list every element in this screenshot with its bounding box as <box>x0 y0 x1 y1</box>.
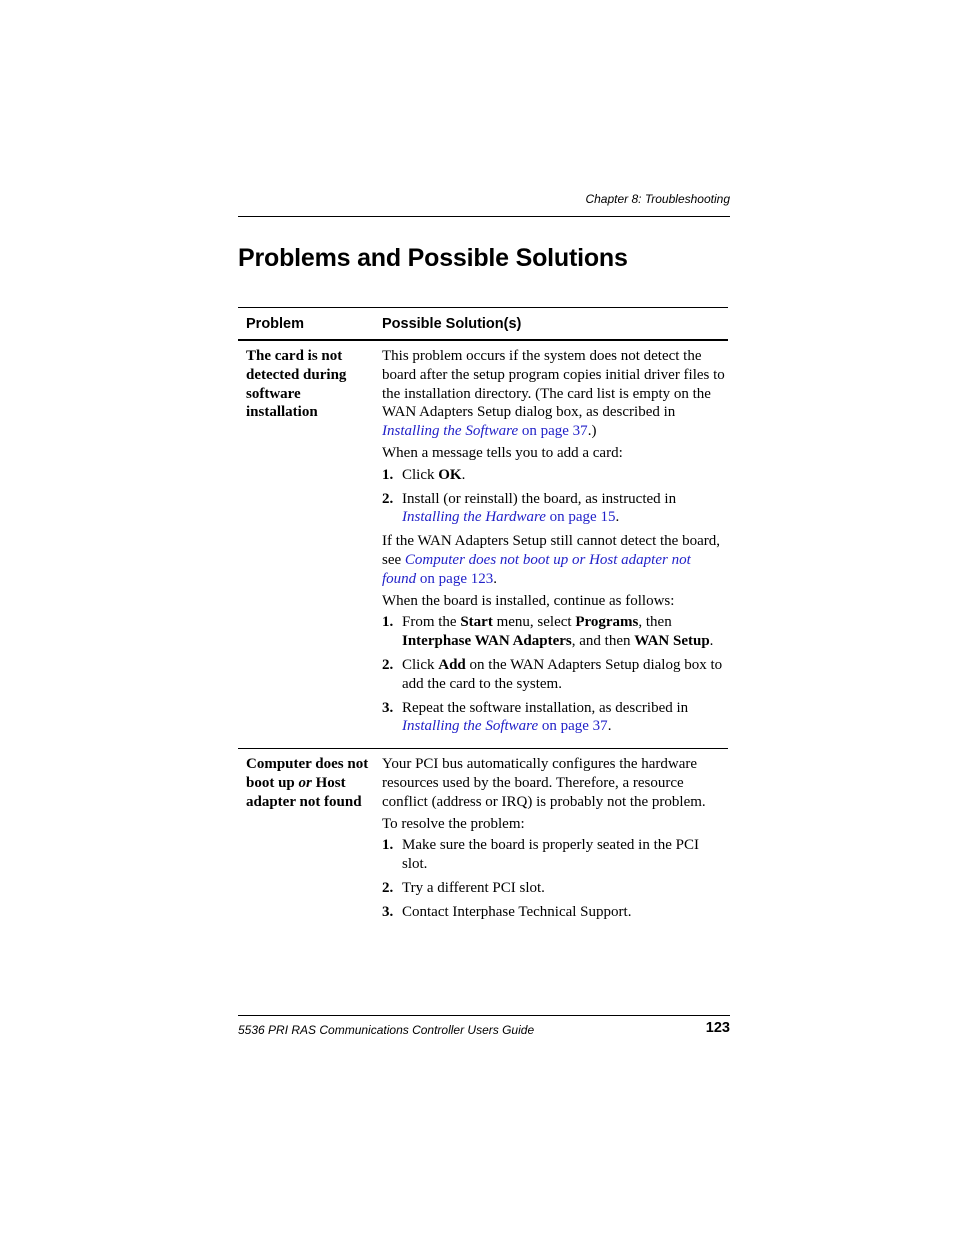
footer-doc-title: 5536 PRI RAS Communications Controller Users Guide <box>238 1023 535 1037</box>
list-item: 3. Contact Interphase Technical Support. <box>382 903 632 920</box>
list-item: 1. From the Start menu, select Programs, then Interphase WAN Adapters, and then WAN Setup. <box>382 614 714 650</box>
solution-cell <box>374 749 728 933</box>
problem-cell: Computer does not boot up or Host adapter not found <box>246 756 369 810</box>
column-header-solutions: Possible Solution(s) <box>374 308 728 341</box>
list-item: 1. Make sure the board is properly seated in the PCI slot. <box>382 837 700 873</box>
column-header-problem: Problem <box>238 308 374 341</box>
link-installing-software[interactable]: Installing the Software on page 37 <box>382 423 588 440</box>
list-item: 3. Repeat the software installation, as described in Installing the Software on page 37. <box>382 699 689 735</box>
page-number: 123 <box>705 1020 730 1036</box>
numbered-list <box>382 836 728 921</box>
problem-cell: The card is not detected during software installation <box>238 340 374 749</box>
link-installing-hardware[interactable]: Installing the Hardware on page 15 <box>402 509 616 526</box>
list-item: 2. Click Add on the WAN Adapters Setup dialog box to add the card to the system. <box>382 656 723 692</box>
solution-paragraph: To resolve the problem: <box>382 815 525 832</box>
link-installing-software[interactable]: Installing the Software on page 37 <box>402 718 608 735</box>
table-row <box>238 749 728 933</box>
solution-paragraph: When a message tells you to add a card: <box>382 444 623 461</box>
numbered-list <box>382 466 728 527</box>
solution-cell <box>374 340 728 749</box>
header-rule <box>238 216 730 217</box>
solution-paragraph: When the board is installed, continue as follows: <box>382 592 675 609</box>
page-title: Problems and Possible Solutions <box>238 244 628 272</box>
list-item: 1. Click OK. <box>382 466 466 483</box>
table-header-row <box>238 308 728 341</box>
problems-table <box>238 307 728 933</box>
numbered-list <box>382 613 728 736</box>
running-header: Chapter 8: Troubleshooting <box>585 192 730 206</box>
table-row <box>238 340 728 749</box>
list-item: 2. Install (or reinstall) the board, as instructed in Installing the Hardware on page 15. <box>382 490 677 526</box>
footer-rule <box>238 1015 730 1016</box>
solution-paragraph: If the WAN Adapters Setup still cannot detect the board, see Computer does not boot up or Host adapter not found on page 123. <box>382 533 720 587</box>
solution-paragraph: This problem occurs if the system does not detect the board after the setup program copies initial driver files to the installation directory. (The card list is empty on the WAN Adapters Setup dialog box, as described in Installing the Software on page 37.) <box>382 348 725 440</box>
list-item: 2. Try a different PCI slot. <box>382 879 545 896</box>
solution-paragraph: Your PCI bus automatically configures the hardware resources used by the board. Therefore, a resource conflict (address or IRQ) is probably not the problem. <box>382 756 706 810</box>
link-computer-does-not-boot[interactable]: Computer does not boot up or Host adapter not found on page 123 <box>382 551 691 587</box>
